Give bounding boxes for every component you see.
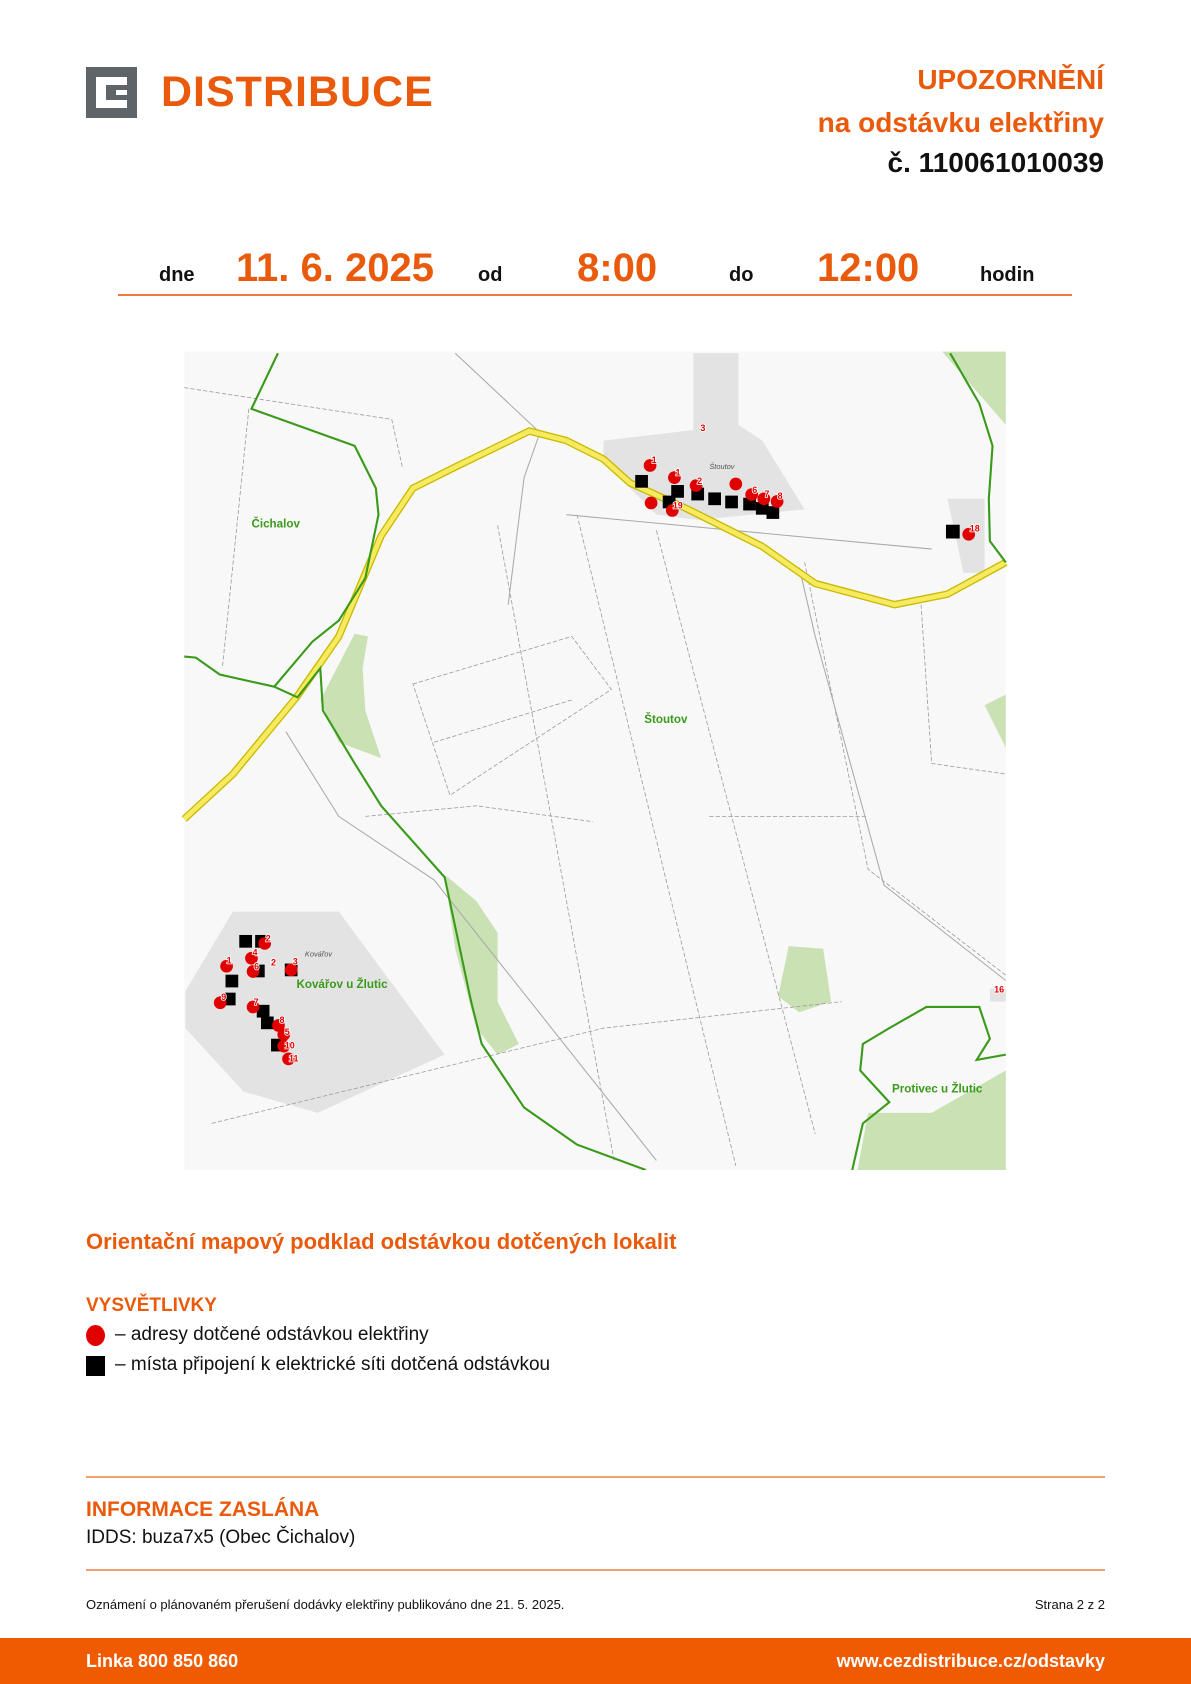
address-legend-icon — [86, 1325, 105, 1346]
marker-label: 6 — [752, 484, 758, 495]
publication-note: Oznámení o plánovaném přerušení dodávky elektřiny publikováno dne 21. 5. 2025. — [86, 1597, 565, 1612]
legend-title: VYSVĚTLIVKY — [86, 1295, 217, 1316]
divider — [86, 1476, 1105, 1478]
hotline: Linka 800 850 860 — [86, 1651, 239, 1671]
notice-subtitle: na odstávku elektřiny — [817, 107, 1104, 138]
marker-label: 3 — [700, 423, 706, 434]
marker-label: 8 — [279, 1014, 285, 1025]
connection-point-marker — [261, 1016, 274, 1029]
connection-point-marker — [225, 993, 236, 1006]
connection-legend-icon — [86, 1356, 105, 1376]
marker-label: 2 — [265, 933, 271, 944]
connection-point-marker — [635, 475, 648, 488]
map-caption: Orientační mapový podklad odstávkou dotčených lokalit — [86, 1229, 677, 1254]
cez-logo-icon — [86, 67, 137, 118]
marker-label: 18 — [969, 523, 980, 534]
date-label: dne — [159, 264, 195, 286]
marker-label: 2 — [271, 957, 277, 968]
date-divider — [118, 294, 1072, 296]
outage-map — [180, 340, 1010, 1170]
marker-label: 9 — [221, 992, 227, 1003]
street-label: Kovářov — [304, 949, 333, 959]
connection-point-marker — [239, 935, 252, 948]
from-label: od — [478, 264, 503, 286]
marker-label: 19 — [672, 500, 683, 511]
website-link[interactable]: www.cezdistribuce.cz/odstavky — [836, 1651, 1105, 1671]
marker-label: 5 — [284, 1027, 290, 1038]
connection-point-marker — [946, 525, 960, 539]
connection-point-marker — [226, 975, 239, 988]
to-label: do — [729, 264, 754, 286]
place-label-protivec: Protivec u Žlutic — [891, 1082, 983, 1096]
info-title: INFORMACE ZASLÁNA — [86, 1498, 320, 1521]
marker-label: 10 — [284, 1040, 295, 1051]
marker-label: 7 — [253, 996, 259, 1007]
place-label-stoutov: Štoutov — [644, 713, 688, 727]
connection-point-marker — [767, 506, 780, 519]
marker-label: 8 — [777, 490, 783, 501]
address-marker — [645, 497, 658, 510]
marker-label: 6 — [254, 961, 260, 972]
address-marker — [729, 478, 742, 491]
notice-title: UPOZORNĚNÍ — [917, 64, 1104, 95]
connection-point-marker — [725, 496, 738, 509]
hours-label: hodin — [980, 264, 1035, 286]
legend-item-addresses: – adresy dotčené odstávkou elektřiny — [115, 1324, 429, 1345]
street-label: Štoutov — [709, 462, 735, 472]
marker-label: 4 — [252, 947, 258, 958]
place-label-kovarov: Kovářov u Žlutic — [296, 977, 388, 991]
notice-number: č. 110061010039 — [887, 147, 1104, 178]
info-recipient: IDDS: buza7x5 (Obec Čichalov) — [86, 1527, 356, 1548]
start-time: 8:00 — [577, 246, 658, 290]
marker-label: 1 — [226, 955, 232, 966]
place-label-cichalov: Čichalov — [251, 517, 300, 531]
marker-label: 7 — [764, 489, 770, 500]
legend-item-connections: – místa připojení k elektrické síti dotčená odstávkou — [115, 1354, 551, 1375]
end-time: 12:00 — [817, 246, 920, 290]
divider — [86, 1569, 1105, 1571]
page-number: Strana 2 z 2 — [1034, 1597, 1105, 1612]
marker-label: 3 — [292, 956, 298, 967]
marker-label: 16 — [994, 984, 1005, 995]
marker-label: 1 — [651, 454, 657, 465]
marker-label: 2 — [697, 475, 703, 486]
connection-point-marker — [708, 492, 721, 505]
marker-label: 11 — [289, 1053, 299, 1064]
brand-name: DISTRIBUCE — [161, 68, 434, 116]
marker-label: 1 — [675, 467, 681, 478]
outage-date: 11. 6. 2025 — [236, 246, 434, 290]
